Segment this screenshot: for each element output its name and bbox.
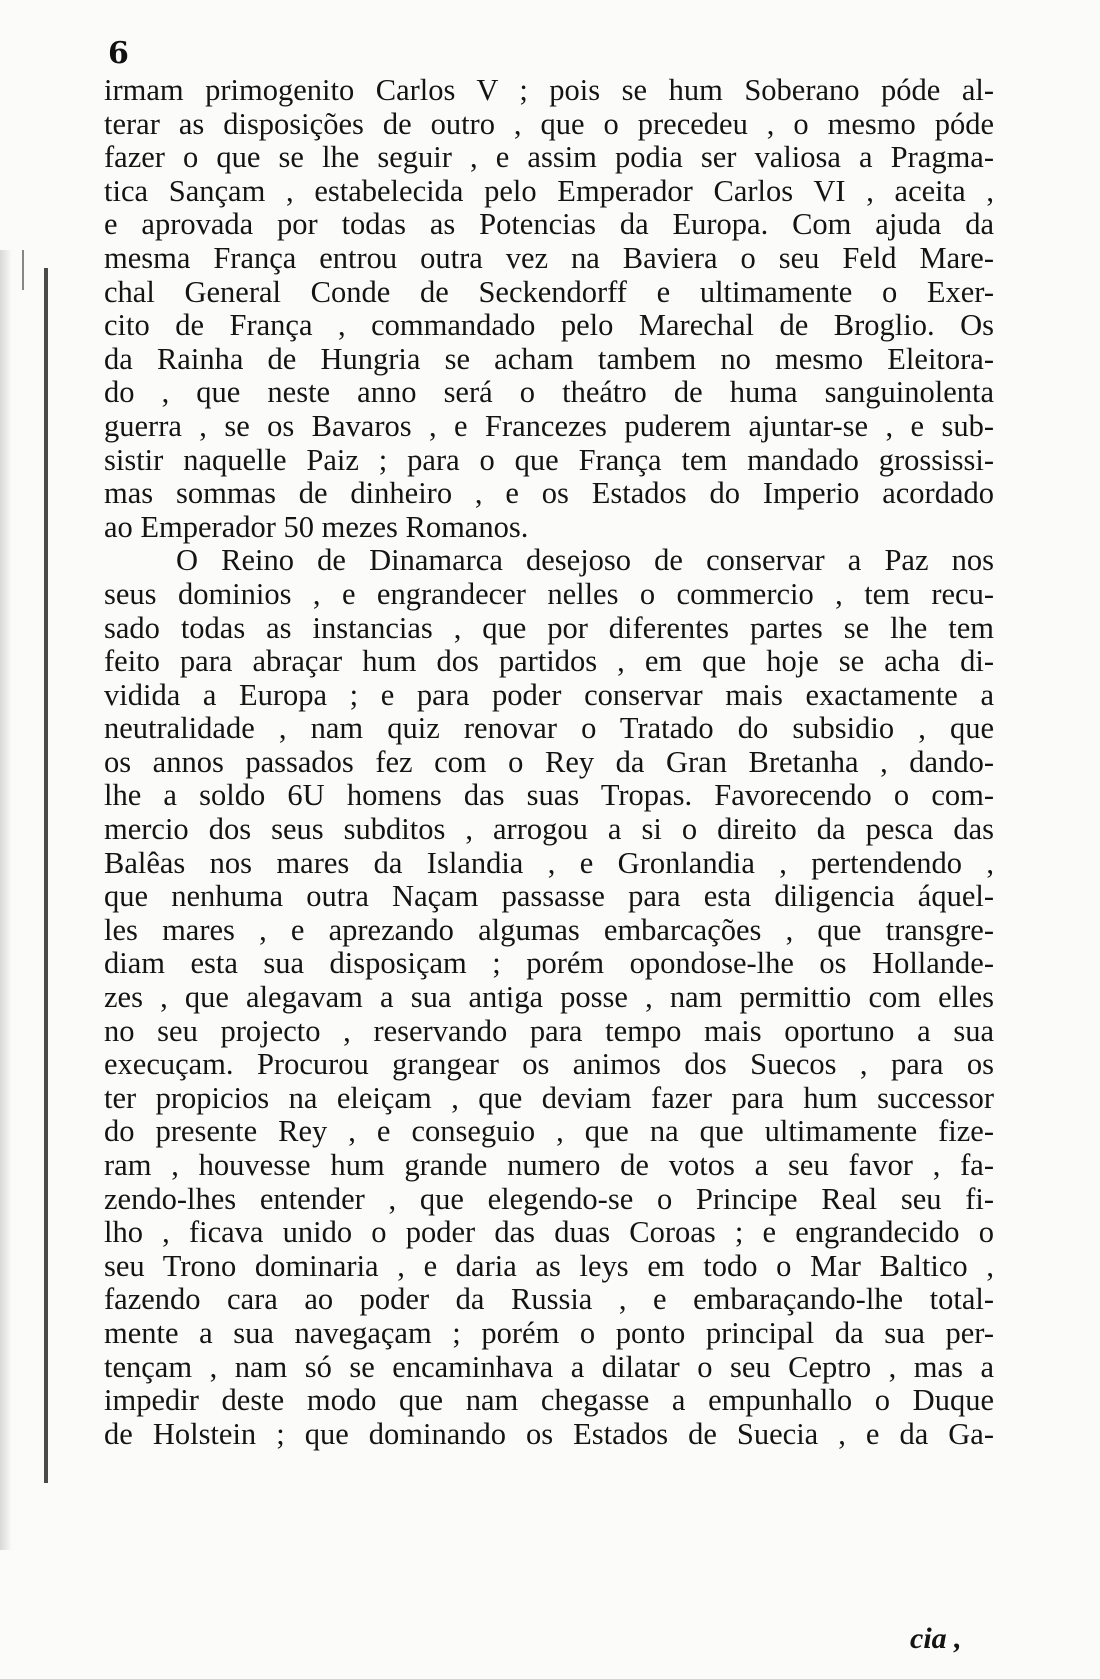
text-line: mesma França entrou outra vez na Baviera o seu Feld Mare- — [104, 240, 994, 275]
text-line: de Holstein ; que dominando os Estados de Suecia , e da Ga- — [104, 1416, 994, 1451]
text-line: vidida a Europa ; e para poder conservar mais exactamente a — [104, 677, 994, 712]
text-line: tica Sançam , estabelecida pelo Emperador Carlos VI , aceita , — [104, 173, 994, 208]
text-line: no seu projecto , reservando para tempo mais oportuno a sua — [104, 1013, 994, 1048]
text-line: O Reino de Dinamarca desejoso de conservar a Paz nos — [176, 543, 994, 578]
text-line: guerra , se os Bavaros , e Francezes puderem ajuntar-se , e sub- — [104, 408, 994, 443]
text-line: les mares , e aprezando algumas embarcações , que transgre- — [104, 912, 994, 947]
text-line: neutralidade , nam quiz renovar o Tratado do subsidio , que — [104, 711, 994, 746]
text-line: ram , houvesse hum grande numero de votos a seu favor , fa- — [104, 1148, 994, 1182]
text-line: que nenhuma outra Naçam passasse para esta diligencia áquel- — [104, 879, 994, 914]
paragraph — [104, 544, 994, 1451]
text-line: zes , que alegavam a sua antiga posse , nam permittio com elles — [104, 980, 994, 1015]
text-line: mas sommas de dinheiro , e os Estados do Imperio acordado — [104, 476, 994, 511]
text-line: e aprovada por todas as Potencias da Europa. Com ajuda da — [104, 207, 994, 242]
text-line: ao Emperador 50 mezes Romanos. — [104, 509, 529, 544]
text-line: execuçam. Procurou grangear os animos dos Suecos , para os — [104, 1047, 994, 1082]
text-line: do presente Rey , e conseguio , que na que ultimamente fize- — [104, 1114, 994, 1149]
margin-rule — [44, 268, 48, 1483]
text-line: diam esta sua disposiçam ; porém opondose-lhe os Hollande- — [104, 946, 994, 981]
text-line: seu Trono dominaria , e daria as leys em todo o Mar Baltico , — [104, 1248, 994, 1283]
page-number: 6 — [108, 36, 129, 71]
binding-shadow — [0, 250, 12, 1550]
text-line: seus dominios , e engrandecer nelles o commercio , tem recu- — [104, 576, 994, 611]
text-line: terar as disposições de outro , que o precedeu , o mesmo póde — [104, 106, 994, 141]
text-line: chal General Conde de Seckendorff e ultimamente o Exer- — [104, 274, 994, 309]
text-line: mente a sua navegaçam ; porém o ponto principal da sua per- — [104, 1315, 994, 1350]
text-line: lhe a soldo 6U homens das suas Tropas. Favorecendo o com- — [104, 778, 994, 813]
text-line: lho , ficava unido o poder das duas Coroas ; e engrandecido o — [104, 1215, 994, 1250]
text-line: irmam primogenito Carlos V ; pois se hum Soberano póde al- — [104, 73, 994, 107]
margin-mark — [22, 250, 24, 290]
text-line: zendo-lhes entender , que elegendo-se o Principe Real seu fi- — [104, 1181, 994, 1216]
text-line: sistir naquelle Paiz ; para o que França tem mandado grossissi- — [104, 442, 994, 477]
text-line: os annos passados fez com o Rey da Gran Bretanha , dando- — [104, 744, 994, 779]
text-line: do , que neste anno será o theátro de huma sanguinolenta — [104, 375, 994, 410]
text-line: feito para abraçar hum dos partidos , em que hoje se acha di- — [104, 644, 994, 679]
text-line: fazer o que se lhe seguir , e assim podia ser valiosa a Pragma- — [104, 140, 994, 175]
text-line: impedir deste modo que nam chegasse a empunhallo o Duque — [104, 1383, 994, 1418]
body-text — [104, 74, 994, 1451]
catchword: cia , — [910, 1622, 962, 1655]
text-line: fazendo cara ao poder da Russia , e embaraçando-lhe total- — [104, 1282, 994, 1317]
text-line: Balêas nos mares da Islandia , e Gronlandia , pertendendo , — [104, 845, 994, 880]
text-line: da Rainha de Hungria se acham tambem no mesmo Eleitora- — [104, 341, 994, 376]
text-line: cito de França , commandado pelo Marechal de Broglio. Os — [104, 308, 994, 343]
text-line: mercio dos seus subditos , arrogou a si o direito da pesca das — [104, 812, 994, 847]
text-line: ter propicios na eleiçam , que deviam fazer para hum successor — [104, 1080, 994, 1115]
text-line: tençam , nam só se encaminhava a dilatar o seu Ceptro , mas a — [104, 1349, 994, 1384]
paragraph — [104, 74, 994, 544]
text-line: sado todas as instancias , que por diferentes partes se lhe tem — [104, 610, 994, 645]
